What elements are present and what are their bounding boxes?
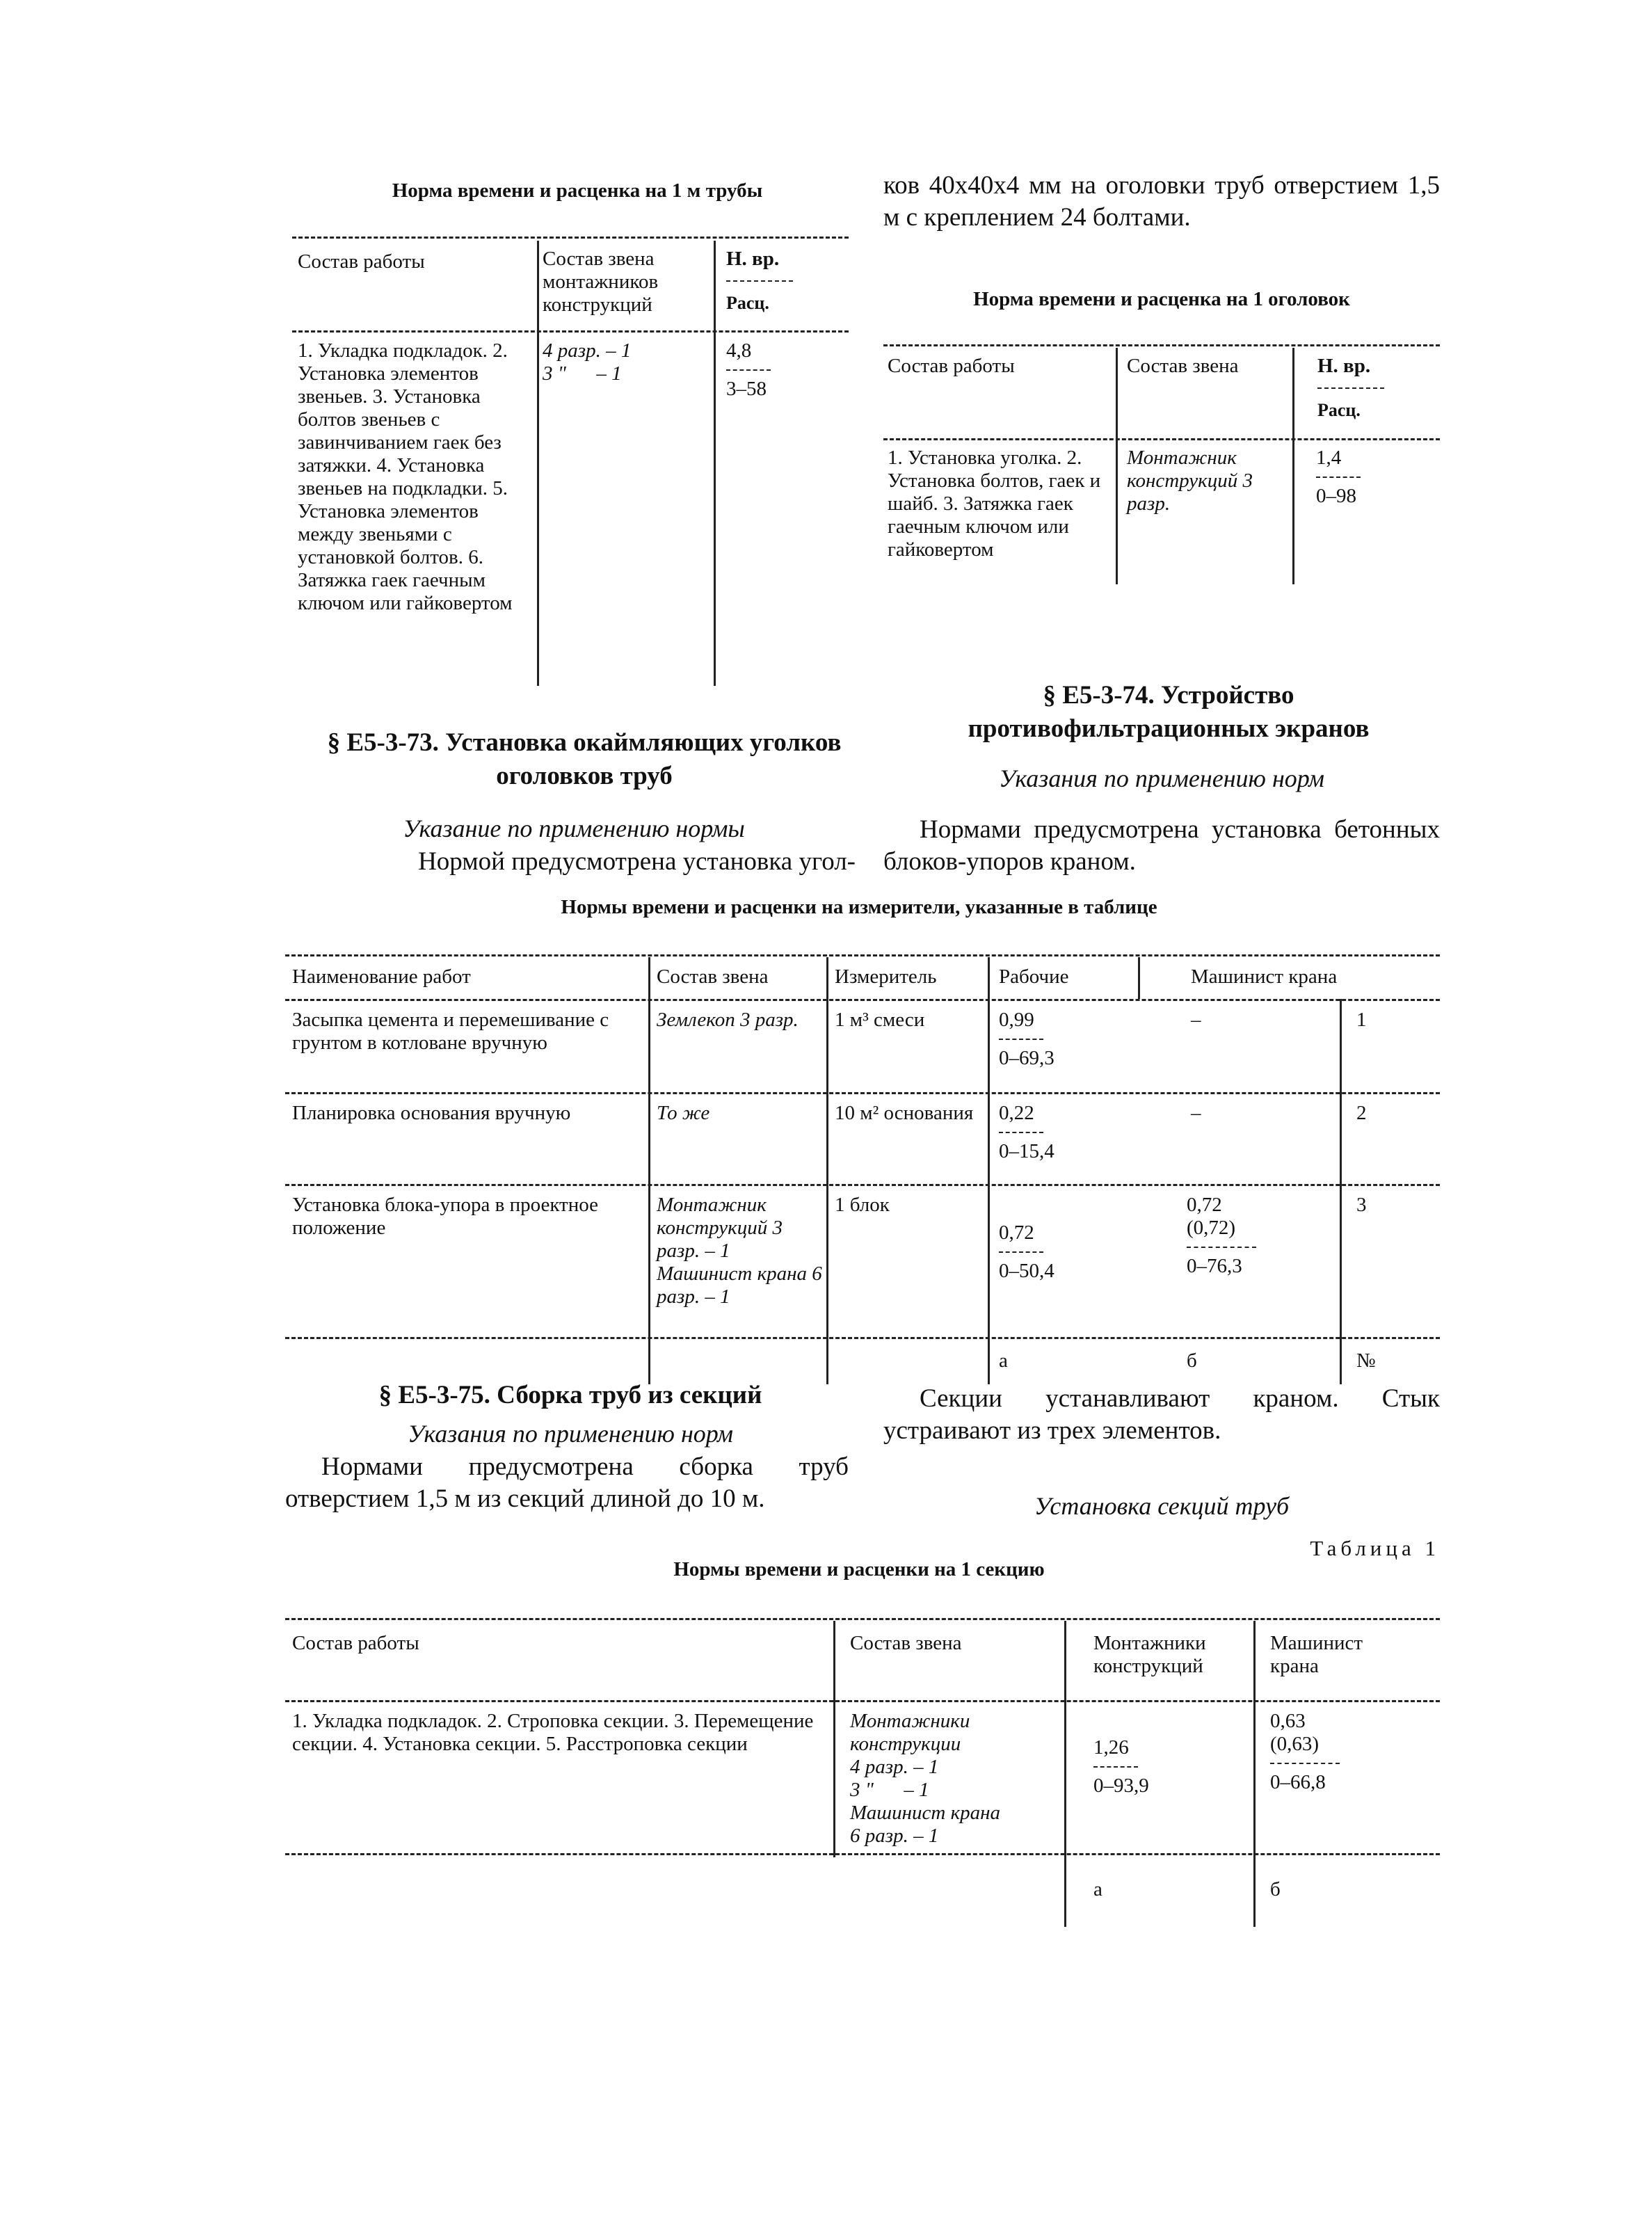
t3-row2-crane: – (1191, 1102, 1201, 1124)
t3-header-workers: Рабочие (999, 966, 1069, 988)
t3-row2-crew: То же (657, 1102, 710, 1124)
t3-row1-unit: 1 м³ смеси (835, 1009, 925, 1031)
t2-values (1316, 447, 1361, 508)
t2-header-norm: Н. вр. Расц. (1317, 355, 1422, 422)
t4-work-text: 1. Укладка подкладок. 2. Строповка секции. 3. Перемещение секции. 4. Установка секции. 5. Расстроповка секции (292, 1710, 814, 1755)
t3-row1-crew: Землекоп 3 разр. (657, 1009, 799, 1031)
s73-subtitle: Указание по применению нормы (403, 815, 745, 842)
t3-header-name: Наименование работ (292, 966, 471, 988)
t2-rate: 0–98 (1316, 485, 1356, 507)
s74-subtitle: Указания по применению норм (999, 764, 1324, 792)
t1-norm: 4,8 (726, 339, 752, 362)
s75-subtitle: Указания по применению норм (408, 1420, 733, 1448)
right-top-text: ков 40х40х4 мм на оголовки труб отверстием 1,5 м с креплением 24 болтами. (883, 171, 1440, 232)
s75-title: § Е5-3-75. Сборка труб из секций (378, 1381, 762, 1409)
t1-work-text: 1. Укладка подкладок. 2. Установка элементов звеньев. 3. Установка болтов звеньев с завинчиванием гаек без затяжки. 4. Установка звеньев на подкладки. 5. Установка элементов между звеньями с установкой болтов. 6. Затяжка гаек гаечным ключом или гайковертом (298, 339, 513, 614)
t2-header-work: Состав работы (888, 355, 1015, 377)
t4-header-mont: Монтажники конструкций (1093, 1632, 1206, 1677)
s75-right-text: Секции устанавливают краном. Стык устраивают из трех элементов. (883, 1384, 1440, 1445)
t3-row1-workers: $\frac{0,99}{0-69,3}$ (999, 1009, 1054, 1069)
s73-title: § Е5-3-73. Установка окаймляющих уголков оголовков труб (327, 728, 842, 790)
t3-row3-workers: $\frac{0,72}{0-50,4}$ (999, 1222, 1054, 1282)
t3-footer-num: № (1356, 1350, 1376, 1372)
t1-header-work: Состав работы (298, 250, 425, 273)
t3-row1-num: 1 (1356, 1009, 1367, 1031)
t4-mont-values: $\frac{1,26}{0-93,9}$ (1093, 1736, 1149, 1797)
t4-crew: Монтажники конструкции 4 разр. – 1 3 " – 1 Машинист крана 6 разр. – 1 (850, 1710, 1001, 1847)
t4-header-crane: Машинист крана (1270, 1632, 1363, 1677)
t3-row3-name: Установка блока-упора в проектное положение (292, 1194, 598, 1239)
t2-work-text: 1. Установка уголка. 2. Установка болтов, гаек и шайб. 3. Затяжка гаек гаечным ключом или гайковертом (888, 447, 1101, 561)
s75-right-subtitle: Установка секций труб (1034, 1492, 1290, 1520)
t2-norm: 1,4 (1316, 447, 1342, 469)
t2-crew: Монтажник конструкций 3 разр. (1127, 447, 1253, 515)
t3-row3-unit: 1 блок (835, 1194, 890, 1216)
t3-row2-num: 2 (1356, 1102, 1367, 1124)
t1-values (726, 339, 771, 401)
table-number: Таблица 1 (1310, 1536, 1440, 1560)
s74-title: § Е5-3-74. Устройство противофильтрационных экранов (968, 681, 1370, 743)
t3-row2-workers: $\frac{0,22}{0-15,4}$ (999, 1102, 1054, 1162)
t1-header-crew: Состав звена монтажников конструкций (543, 248, 659, 316)
t4-header-crew: Состав звена (850, 1632, 962, 1654)
t3-row2-unit: 10 м² основания (835, 1102, 974, 1124)
t3-row3-crane: 0,72 (0,72) 0–76,3 (1187, 1194, 1256, 1278)
t3-header-crew: Состав звена (657, 966, 769, 988)
t3-header-unit: Измеритель (835, 966, 937, 988)
s75-text: Нормами предусмотрена сборка труб отверстием 1,5 м из секций длиной до 10 м. (285, 1452, 849, 1513)
t4-footer-a: а (1093, 1878, 1102, 1900)
t4-header-work: Состав работы (292, 1632, 419, 1654)
t3-row1-crane: – (1191, 1009, 1201, 1031)
t2-caption: Норма времени и расценка на 1 оголовок (973, 288, 1350, 310)
s73-text: Нормой предусмотрена установка угол- (418, 847, 856, 876)
t1-crew: 4 разр. – 1 3 " – 1 (543, 339, 632, 385)
t3-header-crane: Машинист крана (1191, 966, 1338, 988)
s74-text: Нормами предусмотрена установка бетонных блоков-упоров краном. (883, 815, 1440, 876)
t4-caption: Нормы времени и расценки на 1 секцию (673, 1558, 1045, 1580)
t4-crane-values: 0,63 (0,63) 0–66,8 (1270, 1710, 1340, 1794)
t3-row3-crew: Монтажник конструкций 3 разр. – 1 Машинист крана 6 разр. – 1 (657, 1194, 822, 1308)
t2-header-crew: Состав звена (1127, 355, 1239, 377)
t1-rate: 3–58 (726, 378, 767, 400)
t3-row3-num: 3 (1356, 1194, 1367, 1216)
t3-row2-name: Планировка основания вручную (292, 1102, 571, 1124)
t1-caption: Норма времени и расценка на 1 м трубы (392, 179, 763, 202)
t4-footer-b: б (1270, 1878, 1281, 1900)
t3-footer-b: б (1187, 1350, 1197, 1372)
t3-row1-name: Засыпка цемента и перемешивание с грунтом в котловане вручную (292, 1009, 609, 1054)
t1-header-norm: Н. вр. Расц. (726, 248, 831, 314)
t3-caption: Нормы времени и расценки на измерители, указанные в таблице (561, 896, 1157, 918)
t3-footer-a: а (999, 1350, 1008, 1372)
